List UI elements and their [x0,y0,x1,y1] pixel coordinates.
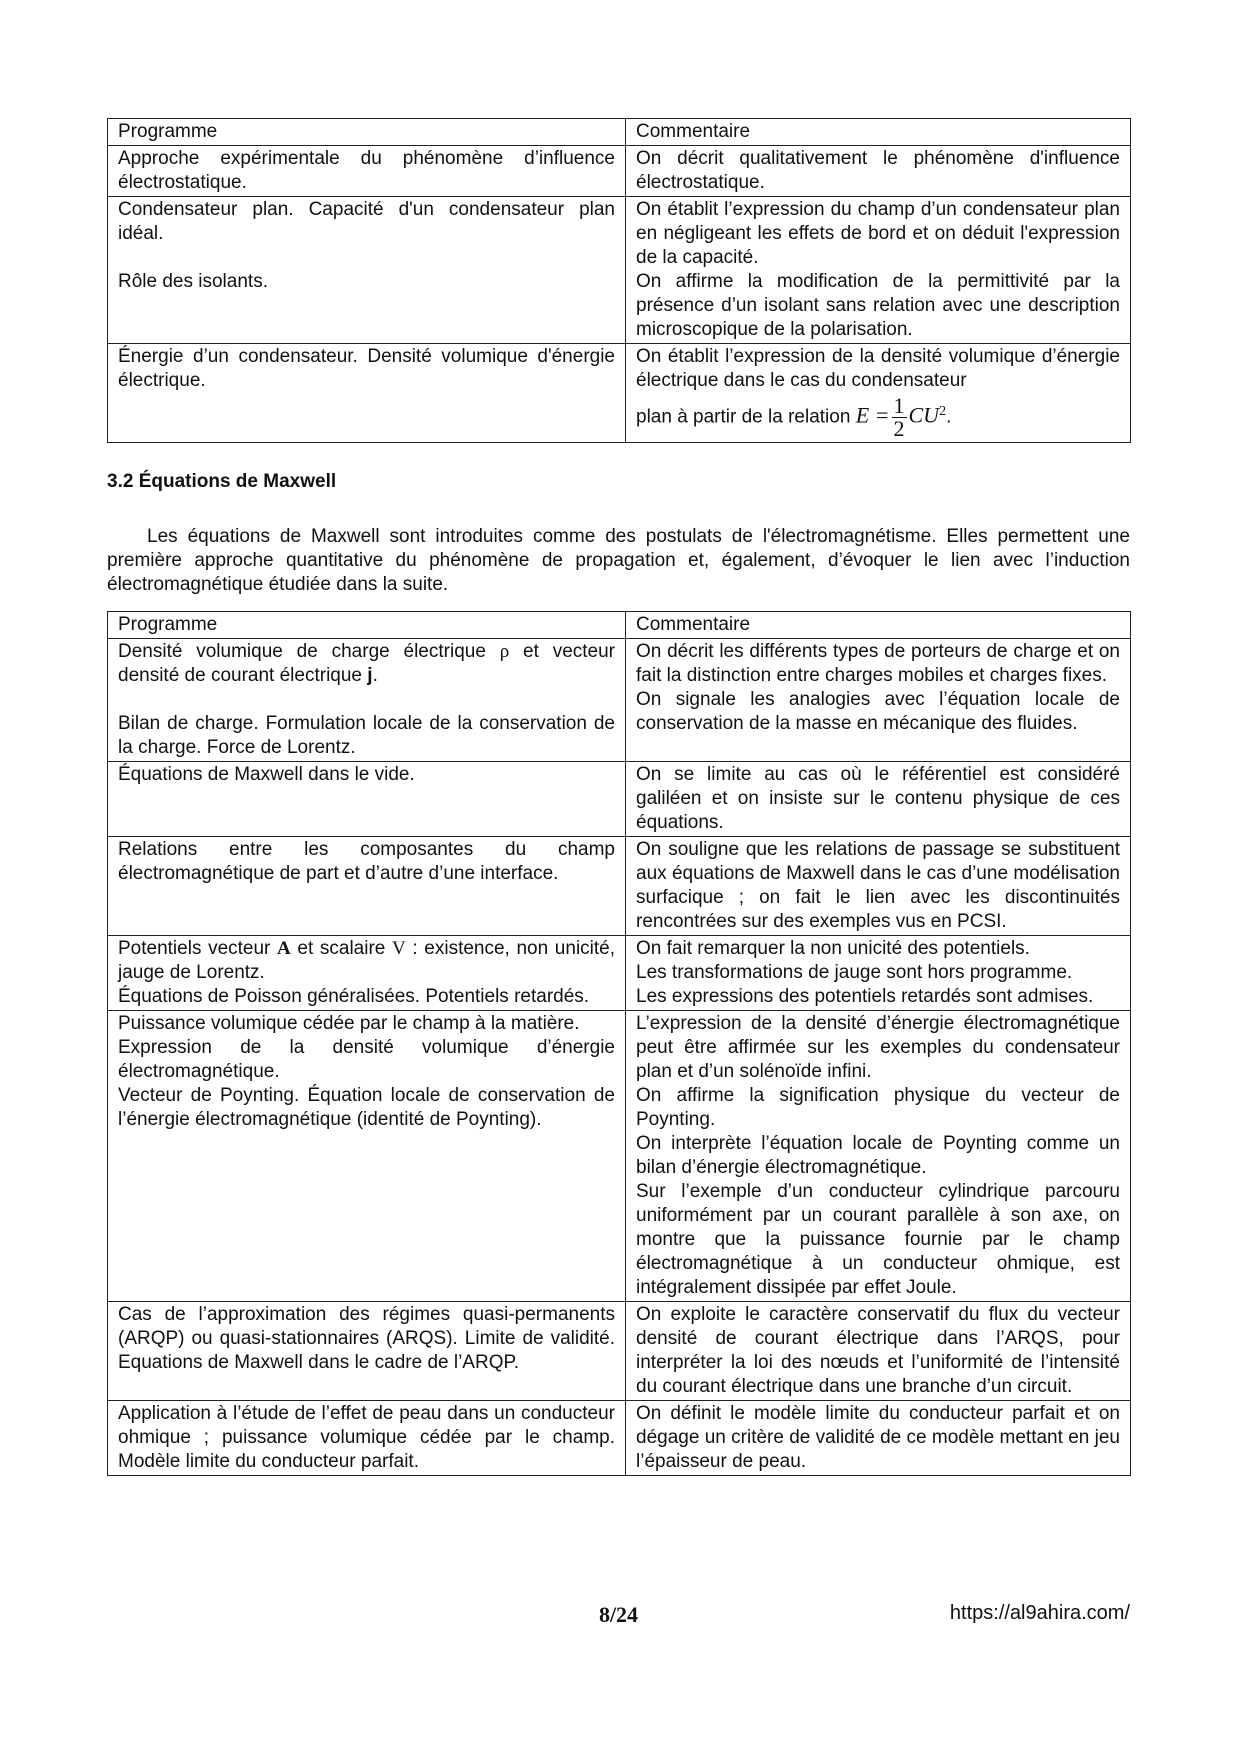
section-title: 3.2 Équations de Maxwell [107,471,337,492]
commentaire-text: On décrit les différents types de porteurs de charge et on fait la distinction entre charges mobiles et charges fixes. [636,641,1120,686]
commentaire-text: On exploite le caractère conservatif du flux du vecteur densité de courant électrique dans l’ARQS, pour interpréter la loi des nœuds et l’uniformité de l’intensité du courant électrique dans une branche d’un circuit. [636,1304,1120,1397]
commentaire-cell [626,639,1131,762]
programme-cell [108,197,626,344]
table-row [108,639,1131,762]
programme-cell [108,146,626,197]
programme-text: Condensateur plan. Capacité d'un condensateur plan idéal. [118,199,615,244]
header-programme: Programme [108,119,626,146]
section-intro: Les équations de Maxwell sont introduites comme des postulats de l'électromagnétisme. Elles permettent une première approche quantitative du phénomène de propagation et, également, d’évoquer le lien avec l’induction électromagnétique étudiée dans la suite. [107,526,1130,595]
commentaire-cell [626,1401,1131,1476]
text-part: : existence, non unicité, jauge de Lorentz. [118,938,616,983]
commentaire-text: On affirme la modification de la permittivité par la présence d’un isolant sans relation avec une description microscopique de la polarisation. [636,271,1120,340]
programme-text: Approche expérimentale du phénomène d’influence électrostatique. [118,148,615,193]
programme-text: Expression de la densité volumique d’énergie électromagnétique. [118,1037,615,1082]
text-part: et vecteur densité de courant électrique [118,641,616,686]
commentaire-text: On affirme la signification physique du vecteur de Poynting. [636,1085,1120,1130]
commentaire-cell [626,1011,1131,1302]
commentaire-cell [626,837,1131,936]
programme-text: Application à l’étude de l’effet de peau dans un conducteur ohmique ; puissance volumique cédée par le champ. Modèle limite du conducteur parfait. [118,1403,615,1472]
j-vector-symbol: j [367,665,373,686]
programme-cell [108,1302,626,1401]
programme-text [118,640,615,688]
programme-text: Relations entre les composantes du champ électromagnétique de part et d’autre d’une interface. [118,839,615,884]
fraction-denominator: 2 [893,416,905,441]
table-row [108,837,1131,936]
commentaire-text: On définit le modèle limite du conducteur parfait et on dégage un critère de validité de ce modèle mettant en jeu l’épaisseur de peau. [636,1403,1120,1472]
programme-cell [108,1401,626,1476]
commentaire-text: L’expression de la densité d’énergie électromagnétique peut être affirmée sur les exemples du condensateur plan et d’un solénoïde infini. [636,1013,1120,1082]
programme-cell [108,762,626,837]
programme-text: Rôle des isolants. [118,271,268,292]
text-part: Potentiels vecteur [118,938,278,959]
commentaire-text: Les expressions des potentiels retardés sont admises. [636,986,1094,1007]
commentaire-text: On décrit qualitativement le phénomène d'influence électrostatique. [636,148,1120,193]
programme-cell [108,639,626,762]
formula-fraction [892,395,907,440]
text-part: et scalaire [290,938,392,959]
formula-suffix: . [946,406,952,428]
table-header [108,612,1131,639]
page-footer [107,1602,1130,1632]
commentaire-text: On interprète l’équation locale de Poynting comme un bilan d’énergie électromagnétique. [636,1133,1120,1178]
commentaire-cell [626,1302,1131,1401]
header-commentaire: Commentaire [626,612,1131,639]
commentaire-text: Sur l’exemple d’un conducteur cylindrique parcouru uniformément par un courant parallèle à son axe, on montre que la puissance fournie par le champ électromagnétique à un conducteur ohmique, est intégralement dissipée par effet Joule. [636,1181,1120,1298]
fraction-numerator: 1 [893,393,905,418]
programme-text: Équations de Maxwell dans le vide. [118,764,415,785]
site-url: https://al9ahira.com/ [949,1602,1130,1624]
commentaire-cell [626,344,1131,443]
table-row [108,1401,1131,1476]
programme-cell [108,344,626,443]
table-row [108,344,1131,443]
table-row [108,146,1131,197]
table-row [108,1302,1131,1401]
programme-cell [108,936,626,1011]
text-part: . [372,665,378,686]
commentaire-text: Les transformations de jauge sont hors programme. [636,962,1073,983]
table-header [108,119,1131,146]
commentaire-text: On établit l’expression du champ d’un condensateur plan en négligeant les effets de bord et on déduit l'expression de la capacité. [636,199,1120,268]
formula-prefix: plan à partir de la relation [636,406,851,428]
programme-text: Cas de l’approximation des régimes quasi-permanents (ARQP) ou quasi-stationnaires (ARQS). Limite de validité. Equations de Maxwell dans le cadre de l’ARQP. [118,1304,615,1373]
table-row [108,936,1131,1011]
programme-table-2 [107,611,1131,1476]
formula-rhs: CU [908,402,940,428]
programme-text: Puissance volumique cédée par le champ à la matière. [118,1013,580,1034]
programme-cell [108,1011,626,1302]
programme-text [118,937,615,985]
table-row [108,1011,1131,1302]
energy-formula-line [636,395,1120,440]
text-part: Densité volumique de charge électrique [118,641,500,662]
document-page [107,118,1130,1476]
table-row [108,197,1131,344]
formula-exponent: 2 [939,404,947,420]
header-programme: Programme [108,612,626,639]
commentaire-text: On se limite au cas où le référentiel est considéré galiléen et on insiste sur le contenu physique de ces équations. [636,764,1120,833]
v-scalar-symbol: V [392,938,406,959]
table-row [108,762,1131,837]
programme-text: Bilan de charge. Formulation locale de la conservation de la charge. Force de Lorentz. [118,713,615,758]
a-vector-symbol: A [277,938,291,959]
programme-text: Équations de Poisson généralisées. Potentiels retardés. [118,986,590,1007]
programme-text: Vecteur de Poynting. Équation locale de conservation de l’énergie électromagnétique (identité de Poynting). [118,1085,615,1130]
formula-lhs: E = [855,402,890,428]
header-commentaire: Commentaire [626,119,1131,146]
commentaire-cell [626,146,1131,197]
commentaire-text: On fait remarquer la non unicité des potentiels. [636,938,1030,959]
commentaire-cell [626,197,1131,344]
commentaire-text: On signale les analogies avec l’équation locale de conservation de la masse en mécanique des fluides. [636,689,1120,734]
commentaire-cell [626,936,1131,1011]
commentaire-text: On souligne que les relations de passage se substituent aux équations de Maxwell dans le cas d’une modélisation surfacique ; on fait le lien avec les discontinuités rencontrées sur des exemples vus en PCSI. [636,839,1120,932]
commentaire-text: On établit l’expression de la densité volumique d’énergie électrique dans le cas du condensateur [636,346,1120,391]
rho-symbol: ρ [499,641,510,662]
programme-cell [108,837,626,936]
commentaire-cell [626,762,1131,837]
page-number: 8/24 [598,1602,639,1627]
programme-text: Énergie d’un condensateur. Densité volumique d'énergie électrique. [118,346,615,391]
programme-table-1 [107,118,1131,443]
